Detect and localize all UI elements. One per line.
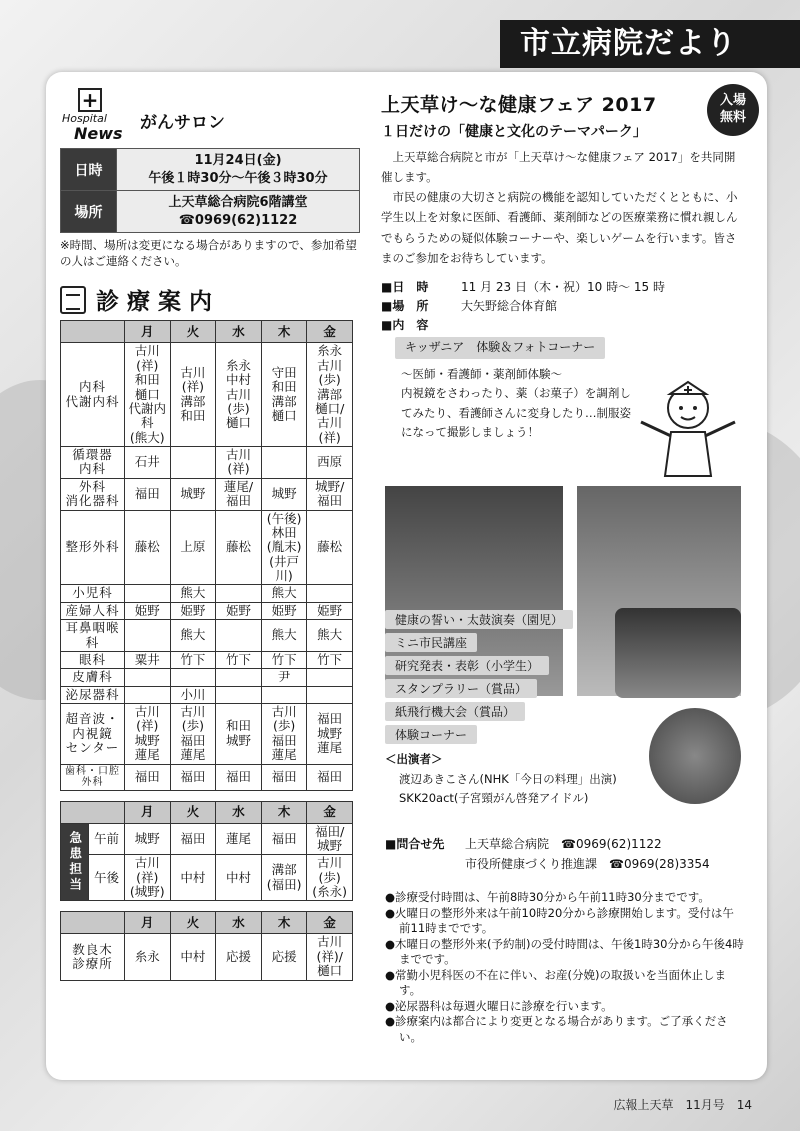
news-title: がんサロン: [140, 112, 225, 133]
fair-subtitle: １日だけの「健康と文化のテーマパーク」: [381, 124, 647, 140]
doctor-cell: 福田: [170, 823, 216, 855]
event-item: 研究発表・表彰（小学生）: [385, 656, 549, 675]
note-item: ●木曜日の整形外来(予約制)の受付時間は、午後1時30分から午後4時までです。: [385, 936, 744, 967]
doctor-cell: 城野: [125, 823, 171, 855]
event-date-row: [381, 278, 741, 297]
fair-title: 上天草け〜な健康フェア 2017: [381, 94, 657, 116]
free-entry-badge: [707, 84, 759, 136]
doctor-cell: 福田: [261, 764, 307, 790]
doctor-cell: 中村: [216, 855, 262, 901]
table-row: [61, 704, 353, 765]
department-cell: 整形外科: [61, 510, 125, 585]
place-label: 場所: [61, 191, 117, 233]
emergency-label: 急患担当: [61, 823, 89, 901]
event-details: [381, 278, 741, 361]
department-cell: 内科 代謝内科: [61, 343, 125, 447]
doctor-cell: 尹: [261, 669, 307, 686]
logo-word-news: News: [74, 124, 123, 143]
header-corner: [61, 801, 125, 823]
table-row: [61, 602, 353, 619]
doctor-cell: [261, 447, 307, 479]
doctor-cell: [216, 585, 262, 602]
doctor-cell: [125, 669, 171, 686]
badge-line2: 無料: [719, 110, 746, 125]
schedule-heading: [60, 283, 360, 316]
doctor-cell: 古川(祥) 城野 蓮尾: [125, 704, 171, 765]
table-row: [61, 934, 353, 980]
day-header: 金: [307, 912, 353, 934]
doctor-cell: 糸永 中村 古川(歩) 樋口: [216, 343, 262, 447]
event-content-row: [381, 316, 741, 335]
event-item: 体験コーナー: [385, 725, 477, 744]
guest-item: SKK20act(子宮頸がん啓発アイドル): [399, 791, 589, 806]
salon-note: ※時間、場所は変更になる場合がありますので、参加希望の人はご連絡ください。: [60, 238, 357, 269]
clinic-notes: [385, 890, 745, 1045]
hospital-news-header: [60, 88, 360, 142]
doctor-cell: 竹下: [170, 651, 216, 668]
table-row: [61, 585, 353, 602]
doctor-cell: 藤松: [216, 510, 262, 585]
time-cell: 午前: [89, 823, 125, 855]
department-cell: 皮膚科: [61, 669, 125, 686]
department-cell: 眼科: [61, 651, 125, 668]
table-row: [61, 620, 353, 652]
event-date-label: ■日 時: [381, 279, 429, 294]
page-footer: 広報上天草 11月号 14: [613, 1098, 752, 1112]
event-items-list: [385, 608, 605, 746]
page-banner: 市立病院だより: [500, 20, 800, 68]
doctor-cell: [125, 620, 171, 652]
department-cell: 小児科: [61, 585, 125, 602]
doctor-cell: 古川(祥)/ 樋口: [307, 934, 353, 980]
date-value: [117, 149, 360, 191]
doctor-cell: 粟井: [125, 651, 171, 668]
department-cell: 耳鼻咽喉科: [61, 620, 125, 652]
doctor-cell: 竹下: [261, 651, 307, 668]
day-header: 木: [261, 321, 307, 343]
day-header: 水: [216, 801, 262, 823]
doctor-cell: [307, 686, 353, 703]
doctor-cell: 熊大: [170, 620, 216, 652]
doctor-cell: 蓮尾/ 福田: [216, 478, 262, 510]
day-header: 金: [307, 801, 353, 823]
doctor-cell: 藤松: [307, 510, 353, 585]
schedule-table: [60, 320, 353, 790]
contact-label: ■問合せ先: [385, 837, 445, 851]
day-header: 火: [170, 801, 216, 823]
doctor-cell: 古川(祥) 溝部 和田: [170, 343, 216, 447]
day-header: 火: [170, 912, 216, 934]
doctor-cell: 西原: [307, 447, 353, 479]
department-cell: 超音波・ 内視鏡 センター: [61, 704, 125, 765]
doctor-cell: [125, 686, 171, 703]
doctor-cell: [216, 669, 262, 686]
hospital-news-logo: [60, 88, 130, 142]
table-row: [61, 823, 353, 855]
emergency-table: [60, 801, 353, 902]
doctor-cell: 城野: [261, 478, 307, 510]
event-place-row: [381, 297, 741, 316]
schedule-title: 診療案内: [96, 289, 220, 316]
doctor-cell: [261, 686, 307, 703]
date-line: 11月24日(金): [194, 153, 282, 168]
doctor-cell: 姫野: [307, 602, 353, 619]
nurse-illustration-icon: [635, 376, 741, 480]
place-value: [117, 191, 360, 233]
doctor-cell: 古川(祥): [216, 447, 262, 479]
doctor-cell: 姫野: [261, 602, 307, 619]
table-row: [61, 343, 353, 447]
doctor-cell: 竹下: [216, 651, 262, 668]
doctor-cell: 福田: [261, 823, 307, 855]
doctor-cell: 糸永 古川(歩) 溝部 樋口/ 古川(祥): [307, 343, 353, 447]
day-header: 月: [125, 321, 171, 343]
department-cell: 産婦人科: [61, 602, 125, 619]
day-header: 火: [170, 321, 216, 343]
fair-paragraph: 市民の健康の大切さと病院の機能を認知していただくとともに、小学生以上を対象に医師、看護師、薬剤師などの医療業務に慣れ親しんでもらうための疑似体験コーナーや、楽しいゲームを行います。皆さまのご参加をお待ちしています。: [381, 190, 738, 265]
doctor-cell: 石井: [125, 447, 171, 479]
table-row: [61, 855, 353, 901]
time-line: 午後１時30分〜午後３時30分: [148, 170, 328, 186]
header-corner: [61, 321, 125, 343]
day-header: 水: [216, 912, 262, 934]
contact-row: [385, 834, 710, 854]
doctor-cell: 熊大: [307, 620, 353, 652]
doctor-cell: 福田 城野 蓮尾: [307, 704, 353, 765]
doctor-cell: 古川(歩) (糸永): [307, 855, 353, 901]
doctor-cell: 姫野: [216, 602, 262, 619]
kidzania-description: 〜医師・看護師・薬剤師体験〜 内視鏡をさわったり、薬（お菓子）を調剤してみたり、看護師さんに変身したり…制服姿になって撮影しましょう！: [401, 366, 631, 440]
doctor-cell: 中村: [170, 934, 216, 980]
doctor-cell: (午後) 林田 (胤末) (井戸川): [261, 510, 307, 585]
doctor-cell: 福田: [125, 478, 171, 510]
logo-word-hospital: Hospital: [62, 112, 107, 125]
doctor-cell: 小川: [170, 686, 216, 703]
doctor-cell: [125, 585, 171, 602]
event-content-label: ■内 容: [381, 318, 429, 333]
doctor-cell: [307, 669, 353, 686]
note-item: ●火曜日の整形外来は午前10時20分から診療開始します。受付は午前11時までです。: [385, 905, 734, 936]
doctor-cell: 福田/ 城野: [307, 823, 353, 855]
guests-label: ＜出演者＞: [385, 752, 443, 766]
day-header: 月: [125, 801, 171, 823]
doctor-cell: 守田 和田 溝部 樋口: [261, 343, 307, 447]
day-header: 木: [261, 801, 307, 823]
doctor-cell: 姫野: [170, 602, 216, 619]
event-place: 大矢野総合体育館: [461, 298, 558, 313]
day-header: 水: [216, 321, 262, 343]
doctor-cell: 福田: [216, 764, 262, 790]
table-row: [61, 669, 353, 686]
doctor-cell: [170, 669, 216, 686]
doctor-cell: [216, 686, 262, 703]
doctor-cell: 溝部 (福田): [261, 855, 307, 901]
doctor-cell: 福田: [125, 764, 171, 790]
doctor-cell: 姫野: [125, 602, 171, 619]
guest-item: 渡辺あきこさん(NHK「今日の料理」出演): [399, 771, 617, 786]
left-column: [60, 88, 360, 981]
department-cell: 歯科・口腔外科: [61, 764, 125, 790]
note-item: ●診療受付時間は、午前8時30分から午前11時30分までです。: [385, 890, 710, 904]
doctor-cell: 古川(歩) 福田 蓮尾: [170, 704, 216, 765]
doctor-cell: 熊大: [261, 620, 307, 652]
doctor-cell: [307, 585, 353, 602]
event-item: 紙飛行機大会（賞品）: [385, 702, 525, 721]
doctor-cell: 糸永: [125, 934, 171, 980]
doctor-cell: 福田: [170, 764, 216, 790]
plus-icon: +: [78, 88, 102, 112]
note-item: ●泌尿器科は毎週火曜日に診療を行います。: [385, 998, 613, 1013]
notebook-icon: [60, 286, 86, 314]
doctor-cell: 藤松: [125, 510, 171, 585]
guests-section: [385, 750, 617, 809]
contact-hospital: 上天草総合病院 ☎0969(62)1122: [465, 837, 662, 851]
table-row: [61, 651, 353, 668]
doctor-cell: 古川(歩) 福田 蓮尾: [261, 704, 307, 765]
event-item: ミニ市民講座: [385, 633, 477, 652]
department-cell: 外科 消化器科: [61, 478, 125, 510]
table-row: [61, 686, 353, 703]
kidzania-chip: キッザニア 体験＆フォトコーナー: [395, 337, 605, 358]
header-corner: [61, 912, 125, 934]
right-column: [381, 90, 746, 1044]
fair-paragraph: 上天草総合病院と市が「上天草け〜な健康フェア 2017」を共同開催します。: [381, 150, 736, 185]
doctor-cell: 城野/ 福田: [307, 478, 353, 510]
mascot-photo: [649, 708, 741, 804]
doctor-cell: 応援: [216, 934, 262, 980]
doctor-cell: 上原: [170, 510, 216, 585]
contact-section: [385, 834, 710, 875]
doctor-cell: 古川(祥) (城野): [125, 855, 171, 901]
table-row: [61, 764, 353, 790]
event-date: 11 月 23 日（木・祝）10 時〜 15 時: [461, 279, 665, 294]
place-line: 上天草総合病院6階講堂: [168, 195, 308, 211]
event-item: スタンプラリー（賞品）: [385, 679, 537, 698]
table-row: [61, 510, 353, 585]
department-cell: 循環器 内科: [61, 447, 125, 479]
phone-line: ☎0969(62)1122: [178, 212, 298, 228]
note-item: ●診療案内は都合により変更となる場合があります。ご了承ください。: [385, 1014, 728, 1044]
day-header: 金: [307, 321, 353, 343]
doctor-cell: 熊大: [261, 585, 307, 602]
event-place-label: ■場 所: [381, 298, 429, 313]
date-label: 日時: [61, 149, 117, 191]
doctor-cell: 和田 城野: [216, 704, 262, 765]
doctor-cell: 古川(祥) 和田 樋口 代謝内科 (熊大): [125, 343, 171, 447]
doctor-cell: 福田: [307, 764, 353, 790]
doctor-cell: [216, 620, 262, 652]
clinic-label-cell: 教良木 診療所: [61, 934, 125, 980]
doctor-cell: [170, 447, 216, 479]
day-header: 月: [125, 912, 171, 934]
table-row: [61, 478, 353, 510]
doctor-cell: 熊大: [170, 585, 216, 602]
table-row: [61, 447, 353, 479]
kyoryo-table: [60, 911, 353, 980]
doctor-cell: 中村: [170, 855, 216, 901]
note-item: ●常勤小児科医の不在に伴い、お産(分娩)の取扱いを当面休止します。: [385, 967, 727, 998]
badge-line1: 入場: [719, 93, 746, 108]
doctor-cell: 蓮尾: [216, 823, 262, 855]
contact-city: 市役所健康づくり推進課 ☎0969(28)3354: [465, 857, 710, 872]
doctor-cell: 城野: [170, 478, 216, 510]
cpr-demo-photo: [615, 608, 741, 698]
doctor-cell: 竹下: [307, 651, 353, 668]
time-cell: 午後: [89, 855, 125, 901]
event-item: 健康の誓い・太鼓演奏（園児）: [385, 610, 573, 629]
department-cell: 泌尿器科: [61, 686, 125, 703]
salon-info-table: [60, 148, 360, 233]
day-header: 木: [261, 912, 307, 934]
doctor-cell: 応援: [261, 934, 307, 980]
